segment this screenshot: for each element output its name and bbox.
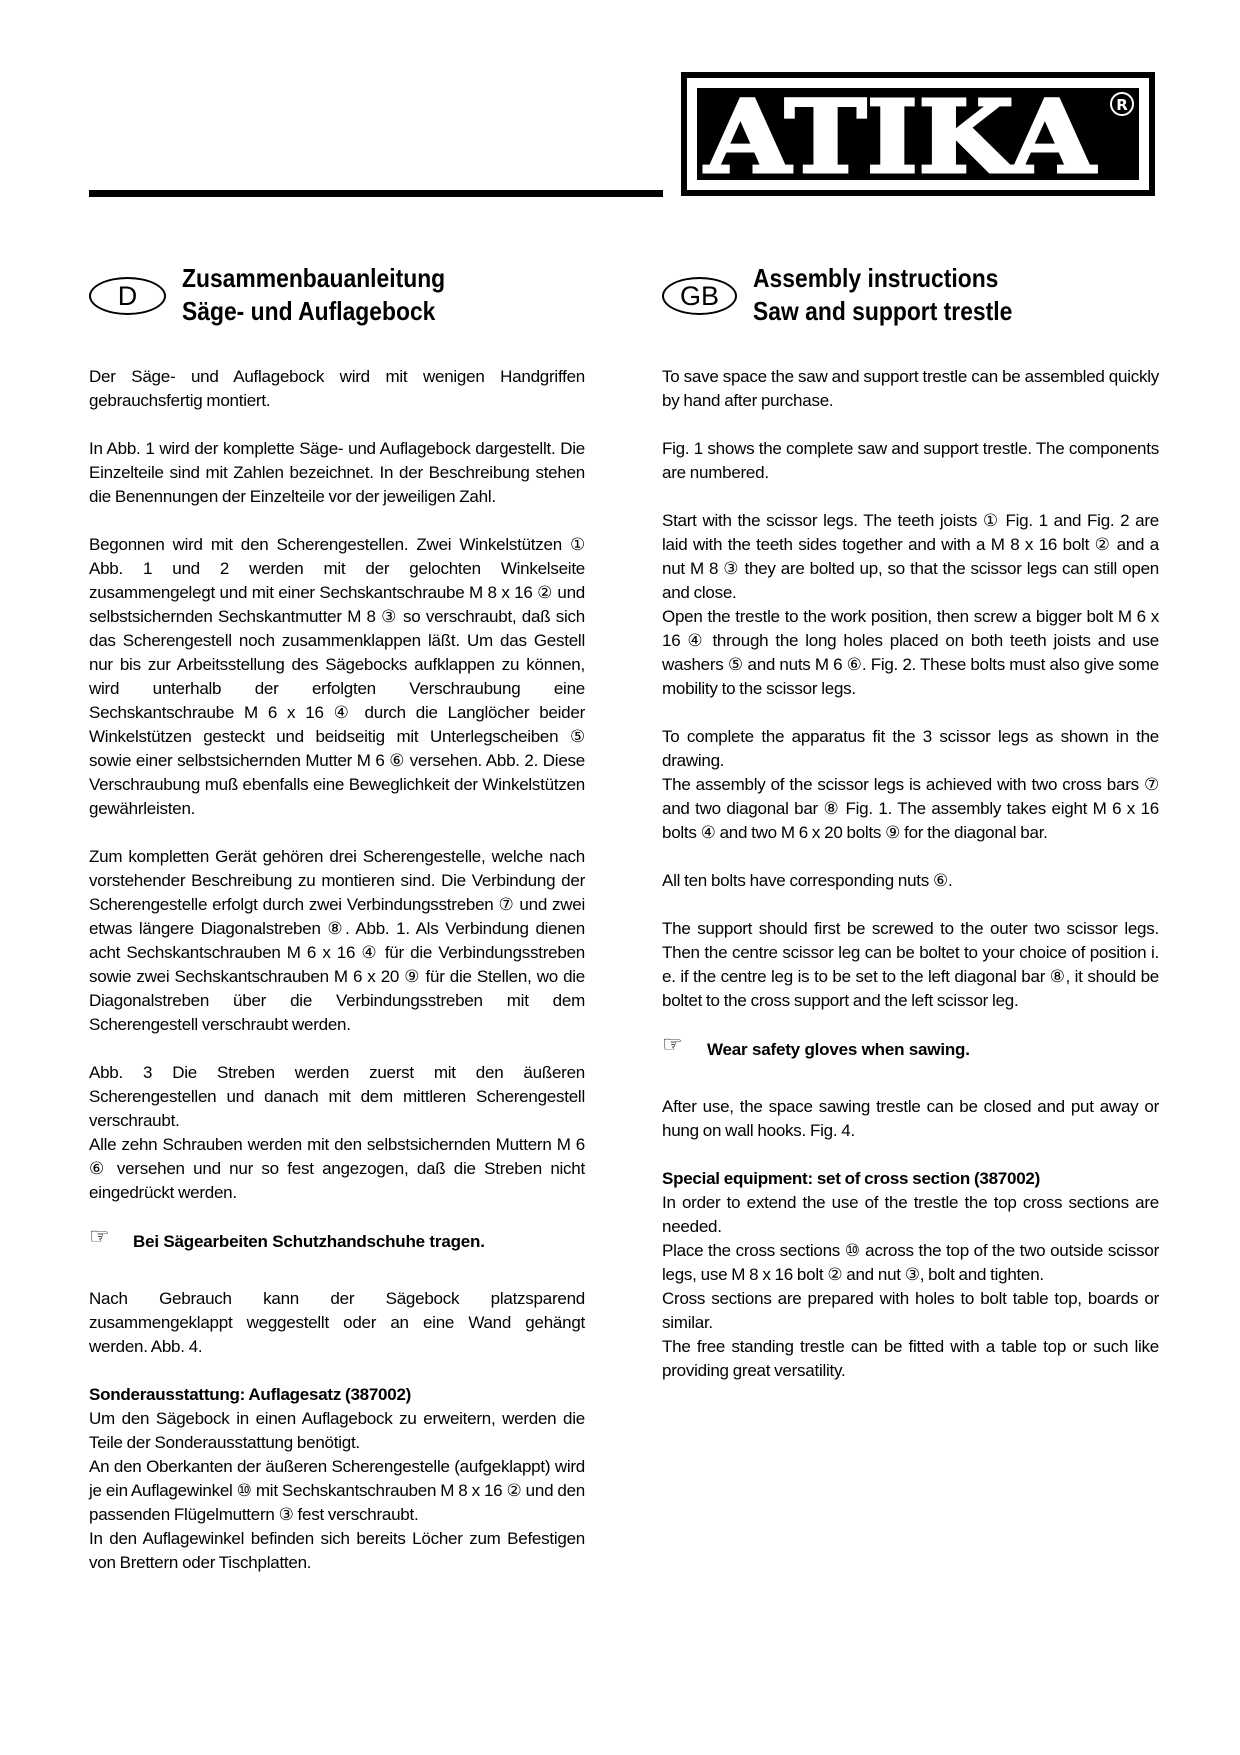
german-special-heading: Sonderausstattung: Auflagesatz (387002) xyxy=(89,1385,412,1404)
atika-logo xyxy=(681,72,1155,196)
german-title-line2: Säge- und Auflagebock xyxy=(182,296,436,326)
english-paragraph-7: After use, the space sawing trestle can be closed and put away or hung on wall hooks. Fig. 4. xyxy=(662,1097,1159,1140)
german-special-1: Um den Sägebock in einen Auflagebock zu erweitern, werden die Teile der Sonderausstattung benötigt. xyxy=(89,1409,585,1452)
logo-lettering xyxy=(697,88,1139,180)
english-paragraph-4b: The assembly of the scissor legs is achieved with two cross bars ⑦ and two diagonal bar ⑧ Fig. 1. The assembly takes eight M 6 x 16 bolts ④ and two M 6 x 20 bolts ⑨ for the diagonal bar. xyxy=(662,775,1159,842)
logo-black-panel xyxy=(697,88,1139,180)
english-title-line1: Assembly instructions xyxy=(753,263,999,293)
german-column xyxy=(89,262,585,1575)
english-title xyxy=(753,262,1012,328)
german-paragraph-2: In Abb. 1 wird der komplette Säge- und Auflagebock dargestellt. Die Einzelteile sind mit Zahlen bezeichnet. In der Beschreibung stehen die Benennungen der Einzelteile vor der jeweiligen Zahl. xyxy=(89,439,585,506)
english-special-1: In order to extend the use of the trestle the top cross sections are needed. xyxy=(662,1193,1159,1236)
german-special-2: An den Oberkanten der äußeren Scherengestelle (aufgeklappt) wird je ein Auflagewinkel ⑩ mit Sechskantschrauben M 8 x 16 ② und den passenden Flügelmuttern ③ fest verschraubt. xyxy=(89,1457,585,1524)
german-paragraph-1: Der Säge- und Auflagebock wird mit wenigen Handgriffen gebrauchsfertig montiert. xyxy=(89,367,585,410)
english-paragraph-1: To save space the saw and support trestle can be assembled quickly by hand after purchase. xyxy=(662,367,1159,410)
english-paragraph-6: The support should first be screwed to the outer two scissor legs. Then the centre scissor leg can be boltet to your choice of position i. e. if the centre leg is to be set to the left diagonal bar ⑧, it should be boltet to the cross support and the left scissor leg. xyxy=(662,919,1159,1010)
english-paragraph-4a: To complete the apparatus fit the 3 scissor legs as shown in the drawing. xyxy=(662,727,1159,770)
english-column xyxy=(662,262,1159,1383)
german-special-3: In den Auflagewinkel befinden sich bereits Löcher zum Befestigen von Brettern oder Tischplatten. xyxy=(89,1529,585,1572)
german-paragraph-5a: Abb. 3 Die Streben werden zuerst mit den äußeren Scherengestellen und danach mit dem mittleren Scherengestell verschraubt. xyxy=(89,1063,585,1130)
english-safety-note-text: Wear safety gloves when sawing. xyxy=(707,1040,970,1059)
english-paragraph-5: All ten bolts have corresponding nuts ⑥. xyxy=(662,871,953,890)
german-header xyxy=(89,262,585,336)
german-safety-note xyxy=(89,1223,585,1257)
pointing-hand-icon: ☞ xyxy=(89,1223,110,1249)
german-title-line1: Zusammenbauanleitung xyxy=(182,263,446,293)
german-paragraph-3: Begonnen wird mit den Scherengestellen. Zwei Winkelstützen ① Abb. 1 und 2 werden mit der gelochten Winkelseite zusammengelegt und mit einer Sechskantschraube M 8 x 16 ② und selbstsichernden Sechskantmutter M 8 ③ so verschraubt, daß sich das Scherengestell noch zusammenklappen läßt. Um das Gestell nur bis zur Arbeitsstellung des Sägebocks aufklappen zu können, wird unterhalb der erfolgten Verschraubung eine Sechskantschraube M 6 x 16 ④ durch die Langlöcher beider Winkelstützen gesteckt und beidseitig mit Unterlegscheiben ⑤ sowie einer selbstsichernden Mutter M 6 ⑥ versehen. Abb. 2. Diese Verschraubung muß ebenfalls eine Beweglichkeit der Winkelstützen gewährleisten. xyxy=(89,535,585,818)
german-safety-note-text: Bei Sägearbeiten Schutzhandschuhe tragen. xyxy=(133,1232,485,1251)
german-paragraph-6: Nach Gebrauch kann der Sägebock platzsparend zusammengeklappt weggestellt oder an eine Wand gehängt werden. Abb. 4. xyxy=(89,1289,585,1356)
english-special-3: Cross sections are prepared with holes to bolt table top, boards or similar. xyxy=(662,1289,1159,1332)
german-title xyxy=(182,262,445,328)
english-header xyxy=(662,262,1159,336)
english-special-2: Place the cross sections ⑩ across the top of the two outside scissor legs, use M 8 x 16 bolt ② and nut ③, bolt and tighten. xyxy=(662,1241,1159,1284)
english-title-line2: Saw and support trestle xyxy=(753,296,1013,326)
english-safety-note xyxy=(662,1031,1159,1065)
logo-text: ATIKA xyxy=(703,88,1097,180)
english-paragraph-2: Fig. 1 shows the complete saw and support trestle. The components are numbered. xyxy=(662,439,1159,482)
pointing-hand-icon: ☞ xyxy=(662,1031,683,1057)
registered-letter: R xyxy=(1116,96,1128,114)
english-paragraph-3b: Open the trestle to the work position, then screw a bigger bolt M 6 x 16 ④ through the long holes placed on both teeth joists and use washers ⑤ and nuts M 6 ⑥. Fig. 2. These bolts must also give some mobility to the scissor legs. xyxy=(662,607,1159,698)
language-badge-d: D xyxy=(89,277,166,315)
english-paragraph-3a: Start with the scissor legs. The teeth joists ① Fig. 1 and Fig. 2 are laid with the teeth sides together and with a M 8 x 16 bolt ② and a nut M 8 ③ they are bolted up, so that the scissor legs can still open and close. xyxy=(662,511,1159,602)
english-special-heading: Special equipment: set of cross section (387002) xyxy=(662,1169,1041,1188)
german-paragraph-5b: Alle zehn Schrauben werden mit den selbstsichernden Muttern M 6 ⑥ versehen und nur so fest angezogen, daß die Streben nicht eingedrückt werden. xyxy=(89,1135,585,1202)
language-badge-gb: GB xyxy=(662,277,737,315)
german-paragraph-4: Zum kompletten Gerät gehören drei Scherengestelle, welche nach vorstehender Beschreibung zu montieren sind. Die Verbindung der Scherengestelle erfolgt durch zwei Verbindungsstreben ⑦ und zwei etwas längere Diagonalstreben ⑧. Abb. 1. Als Verbindung dienen acht Sechskantschrauben M 6 x 16 ④ für die Verbindungsstreben sowie zwei Sechskantschrauben M 6 x 20 ⑨ für die Stellen, wo die Diagonalstreben über die Verbindungsstreben mit dem Scherengestell verschraubt werden. xyxy=(89,847,585,1034)
header-rule xyxy=(89,190,663,197)
english-special-4: The free standing trestle can be fitted with a table top or such like providing great versatility. xyxy=(662,1337,1159,1380)
